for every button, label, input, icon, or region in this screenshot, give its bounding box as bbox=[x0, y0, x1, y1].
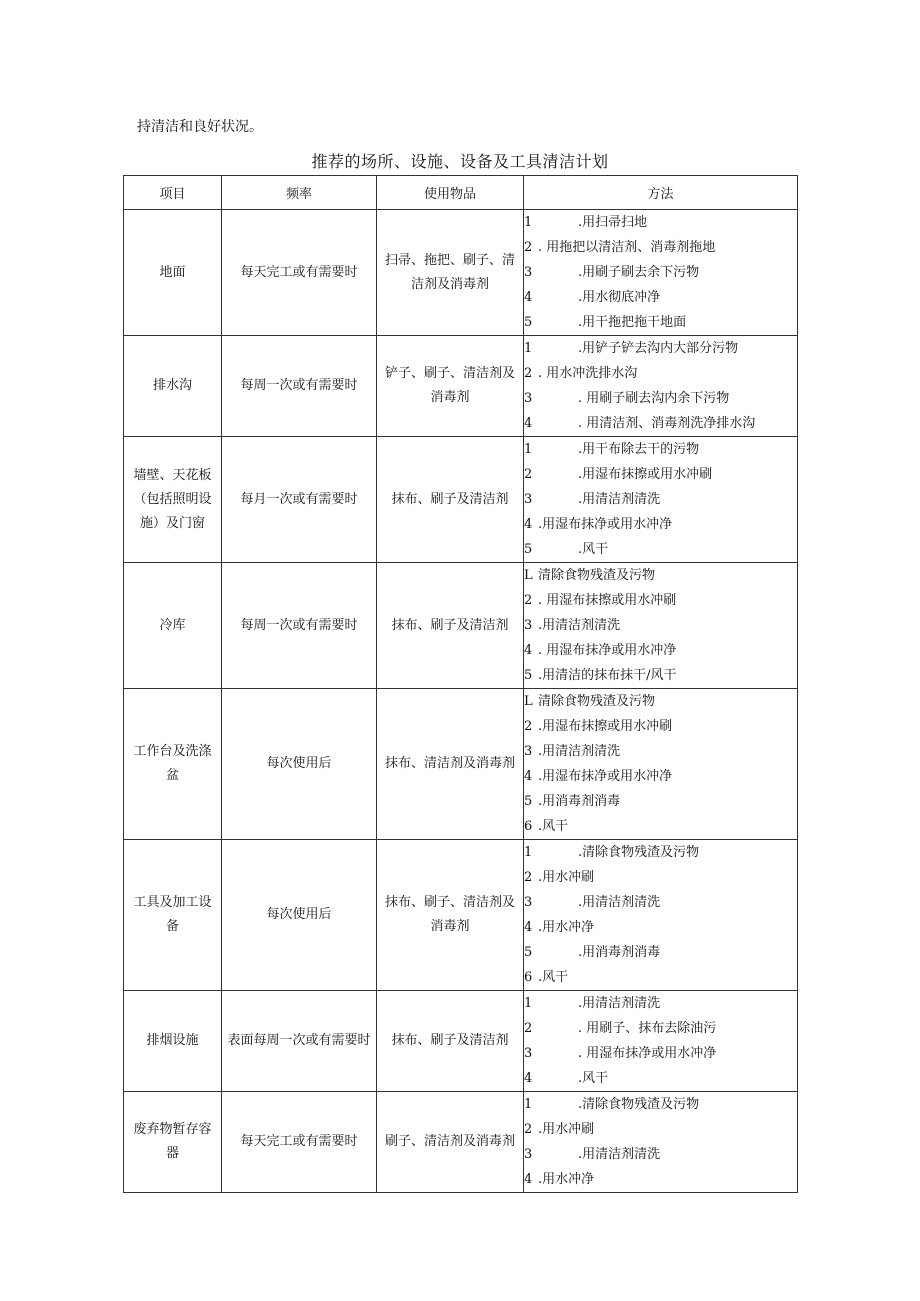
cell-method bbox=[524, 840, 798, 991]
step-number: 3 bbox=[524, 1147, 533, 1162]
cell-supplies-text: 抹布、清洁剂及消毒剂 bbox=[384, 756, 515, 771]
cell-supplies bbox=[377, 210, 524, 336]
step-number: 4 bbox=[524, 416, 533, 431]
step-text: . 用刷子、抹布去除油污 bbox=[578, 1021, 717, 1036]
table-row bbox=[124, 563, 798, 689]
step-number: 1 bbox=[524, 1097, 533, 1112]
step-number: L bbox=[524, 568, 533, 583]
cell-method bbox=[524, 991, 798, 1092]
step-text: . 用刷子刷去沟内余下污物 bbox=[578, 391, 730, 406]
step-text: .用清洁剂清洗 bbox=[578, 492, 661, 507]
cell-item-text: 地面 bbox=[159, 264, 186, 280]
step-text: .风干 bbox=[578, 542, 609, 557]
method-step bbox=[524, 663, 797, 688]
table-row bbox=[124, 437, 798, 563]
step-text: .用清洁的抹布抹干/风干 bbox=[538, 668, 677, 683]
cell-frequency bbox=[222, 336, 377, 437]
step-text: .用清洁剂清洗 bbox=[538, 744, 621, 759]
cell-frequency bbox=[222, 1092, 377, 1193]
cell-frequency-text: 每月一次或有需要时 bbox=[240, 491, 358, 507]
cell-item bbox=[124, 210, 222, 336]
step-number: 2 bbox=[524, 870, 533, 885]
step-text: .用水冲刷 bbox=[538, 870, 595, 885]
table-row bbox=[124, 336, 798, 437]
cleaning-plan-table bbox=[123, 175, 798, 1193]
cell-supplies bbox=[377, 840, 524, 991]
method-step bbox=[524, 512, 797, 537]
step-text: .风干 bbox=[538, 970, 569, 985]
step-number: 3 bbox=[524, 1046, 533, 1061]
method-step bbox=[524, 915, 797, 940]
step-number: 5 bbox=[524, 668, 533, 683]
header-method: 方法 bbox=[524, 176, 798, 210]
header-frequency: 频率 bbox=[222, 176, 377, 210]
cell-frequency bbox=[222, 991, 377, 1092]
cell-item bbox=[124, 437, 222, 563]
method-step bbox=[524, 260, 797, 285]
step-text: .用湿布抹净或用水冲净 bbox=[538, 517, 673, 532]
step-text: .用水冲净 bbox=[538, 920, 595, 935]
step-text: 清除食物残渣及污物 bbox=[538, 568, 656, 583]
step-text: .用消毒剂消毒 bbox=[578, 945, 661, 960]
method-step bbox=[524, 537, 797, 562]
method-step bbox=[524, 764, 797, 789]
step-number: 3 bbox=[524, 618, 533, 633]
method-step bbox=[524, 739, 797, 764]
step-text: .用清洁剂清洗 bbox=[578, 996, 661, 1011]
step-number: 2 bbox=[524, 1021, 533, 1036]
method-step bbox=[524, 588, 797, 613]
method-step bbox=[524, 437, 797, 462]
cell-frequency-text: 每次使用后 bbox=[266, 907, 332, 922]
header-item: 项目 bbox=[124, 176, 222, 210]
method-step bbox=[524, 1066, 797, 1091]
cell-supplies bbox=[377, 437, 524, 563]
step-number: 1 bbox=[524, 442, 533, 457]
cell-frequency bbox=[222, 689, 377, 840]
cell-frequency-text: 每周一次或有需要时 bbox=[240, 378, 358, 393]
table-row bbox=[124, 991, 798, 1092]
cell-method bbox=[524, 1092, 798, 1193]
cell-supplies-text: 抹布、刷子、清洁剂及消毒剂 bbox=[384, 895, 515, 934]
method-step bbox=[524, 965, 797, 990]
method-step bbox=[524, 865, 797, 890]
cell-frequency bbox=[222, 210, 377, 336]
cell-supplies-text: 刷子、清洁剂及消毒剂 bbox=[384, 1134, 515, 1149]
cell-supplies-text: 铲子、刷子、清洁剂及消毒剂 bbox=[384, 366, 515, 405]
step-number: L bbox=[524, 694, 533, 709]
step-number: 4 bbox=[524, 643, 533, 658]
cell-supplies-text: 扫帚、拖把、刷子、清洁剂及消毒剂 bbox=[384, 252, 515, 292]
step-text: .清除食物残渣及污物 bbox=[578, 1097, 700, 1112]
method-step bbox=[524, 1016, 797, 1041]
method-step bbox=[524, 1092, 797, 1117]
cell-frequency-text: 每次使用后 bbox=[266, 756, 332, 771]
table-row bbox=[124, 210, 798, 336]
step-text: .用湿布抹擦或用水冲刷 bbox=[578, 467, 713, 482]
method-step bbox=[524, 1117, 797, 1142]
method-step bbox=[524, 1041, 797, 1066]
cell-method bbox=[524, 336, 798, 437]
step-number: 5 bbox=[524, 794, 533, 809]
step-text: .用铲子铲去沟内大部分污物 bbox=[578, 341, 739, 356]
method-step bbox=[524, 285, 797, 310]
cell-method bbox=[524, 210, 798, 336]
step-number: 4 bbox=[524, 769, 533, 784]
method-step bbox=[524, 411, 797, 436]
cell-method bbox=[524, 563, 798, 689]
step-text: .用湿布抹擦或用水冲刷 bbox=[538, 719, 673, 734]
step-text: .用干拖把拖干地面 bbox=[578, 315, 687, 330]
cell-item bbox=[124, 689, 222, 840]
cell-item-text: 排烟设施 bbox=[146, 1033, 199, 1048]
cell-item bbox=[124, 1092, 222, 1193]
step-text: .用清洁剂清洗 bbox=[538, 618, 621, 633]
cell-item-text: 工作台及洗涤盆 bbox=[133, 744, 212, 783]
step-text: .用消毒剂消毒 bbox=[538, 794, 621, 809]
method-step bbox=[524, 613, 797, 638]
step-number: 1 bbox=[524, 996, 533, 1011]
step-text: .风干 bbox=[538, 819, 569, 834]
method-step bbox=[524, 940, 797, 965]
cell-item bbox=[124, 840, 222, 991]
cell-supplies bbox=[377, 1092, 524, 1193]
cell-method bbox=[524, 437, 798, 563]
method-step bbox=[524, 462, 797, 487]
step-text: . 用湿布抹净或用水冲净 bbox=[538, 643, 677, 658]
step-text: . 用清洁剂、消毒剂洗净排水沟 bbox=[578, 416, 756, 431]
method-step bbox=[524, 310, 797, 335]
step-text: .风干 bbox=[578, 1071, 609, 1086]
cell-item-text: 冷库 bbox=[159, 617, 186, 633]
table-row bbox=[124, 689, 798, 840]
step-number: 3 bbox=[524, 265, 533, 280]
method-step bbox=[524, 814, 797, 839]
table-row bbox=[124, 840, 798, 991]
step-text: 清除食物残渣及污物 bbox=[538, 694, 656, 709]
method-step bbox=[524, 840, 797, 865]
step-number: 5 bbox=[524, 315, 533, 330]
step-text: . 用湿布抹净或用水冲净 bbox=[578, 1046, 717, 1061]
cell-frequency bbox=[222, 840, 377, 991]
step-number: 4 bbox=[524, 1071, 533, 1086]
step-text: . 用拖把以清洁剂、消毒剂拖地 bbox=[538, 240, 716, 255]
step-number: 3 bbox=[524, 895, 533, 910]
method-step bbox=[524, 1167, 797, 1192]
method-step bbox=[524, 689, 797, 714]
step-text: .用刷子刷去余下污物 bbox=[578, 265, 700, 280]
cell-supplies bbox=[377, 991, 524, 1092]
step-text: .用水冲净 bbox=[538, 1172, 595, 1187]
cell-item bbox=[124, 563, 222, 689]
step-number: 2 bbox=[524, 1122, 533, 1137]
step-number: 4 bbox=[524, 1172, 533, 1187]
method-step bbox=[524, 235, 797, 260]
step-number: 2 bbox=[524, 240, 533, 255]
cell-frequency-text: 每天完工或有需要时 bbox=[240, 1134, 358, 1149]
table-header-row bbox=[124, 176, 798, 210]
cell-frequency-text: 每周一次或有需要时 bbox=[240, 617, 358, 633]
cell-supplies-text: 抹布、刷子及清洁剂 bbox=[391, 491, 509, 507]
method-step bbox=[524, 487, 797, 512]
method-step bbox=[524, 386, 797, 411]
cell-frequency-text: 表面每周一次或有需要时 bbox=[227, 1033, 371, 1048]
cell-item-text: 工具及加工设备 bbox=[133, 895, 212, 934]
step-number: 4 bbox=[524, 290, 533, 305]
step-number: 2 bbox=[524, 467, 533, 482]
method-step bbox=[524, 563, 797, 588]
table-row bbox=[124, 1092, 798, 1193]
step-number: 3 bbox=[524, 492, 533, 507]
header-supplies: 使用物品 bbox=[377, 176, 524, 210]
cell-item bbox=[124, 336, 222, 437]
method-step bbox=[524, 638, 797, 663]
method-step bbox=[524, 714, 797, 739]
step-number: 1 bbox=[524, 845, 533, 860]
step-text: . 用湿布抹擦或用水冲刷 bbox=[538, 593, 677, 608]
table-body bbox=[124, 210, 798, 1193]
intro-text: 持清洁和良好状况。 bbox=[137, 119, 263, 135]
step-text: .用扫帚扫地 bbox=[578, 215, 648, 230]
method-step bbox=[524, 336, 797, 361]
step-number: 4 bbox=[524, 517, 533, 532]
step-number: 5 bbox=[524, 945, 533, 960]
step-text: . 用水冲洗排水沟 bbox=[538, 366, 638, 381]
step-text: .用清洁剂清洗 bbox=[578, 895, 661, 910]
cell-supplies-text: 抹布、刷子及清洁剂 bbox=[391, 1033, 509, 1048]
cell-supplies bbox=[377, 689, 524, 840]
step-text: .用水彻底冲净 bbox=[578, 290, 661, 305]
step-text: .用湿布抹净或用水冲净 bbox=[538, 769, 673, 784]
method-step bbox=[524, 991, 797, 1016]
cell-item-text: 废弃物暂存容器 bbox=[133, 1122, 212, 1161]
method-step bbox=[524, 1142, 797, 1167]
step-number: 2 bbox=[524, 719, 533, 734]
table-title: 推荐的场所、设施、设备及工具清洁计划 bbox=[311, 152, 609, 171]
step-number: 5 bbox=[524, 542, 533, 557]
step-text: .用水冲刷 bbox=[538, 1122, 595, 1137]
cell-frequency-text: 每天完工或有需要时 bbox=[240, 264, 358, 280]
step-number: 1 bbox=[524, 341, 533, 356]
step-number: 4 bbox=[524, 920, 533, 935]
method-step bbox=[524, 210, 797, 235]
step-text: .用干布除去干的污物 bbox=[578, 442, 700, 457]
step-text: .清除食物残渣及污物 bbox=[578, 845, 700, 860]
cell-item bbox=[124, 991, 222, 1092]
step-number: 2 bbox=[524, 593, 533, 608]
cell-supplies-text: 抹布、刷子及清洁剂 bbox=[391, 617, 509, 633]
cell-supplies bbox=[377, 336, 524, 437]
method-step bbox=[524, 890, 797, 915]
method-step bbox=[524, 361, 797, 386]
step-number: 3 bbox=[524, 744, 533, 759]
step-number: 6 bbox=[524, 970, 533, 985]
cell-method bbox=[524, 689, 798, 840]
cell-item-text: 排水沟 bbox=[152, 378, 192, 393]
step-number: 6 bbox=[524, 819, 533, 834]
step-number: 1 bbox=[524, 215, 533, 230]
step-number: 2 bbox=[524, 366, 533, 381]
cell-item-text: 墙壁、天花板（包括照明设施）及门窗 bbox=[133, 467, 212, 531]
cell-frequency bbox=[222, 563, 377, 689]
step-text: .用清洁剂清洗 bbox=[578, 1147, 661, 1162]
step-number: 3 bbox=[524, 391, 533, 406]
cell-frequency bbox=[222, 437, 377, 563]
method-step bbox=[524, 789, 797, 814]
cell-supplies bbox=[377, 563, 524, 689]
